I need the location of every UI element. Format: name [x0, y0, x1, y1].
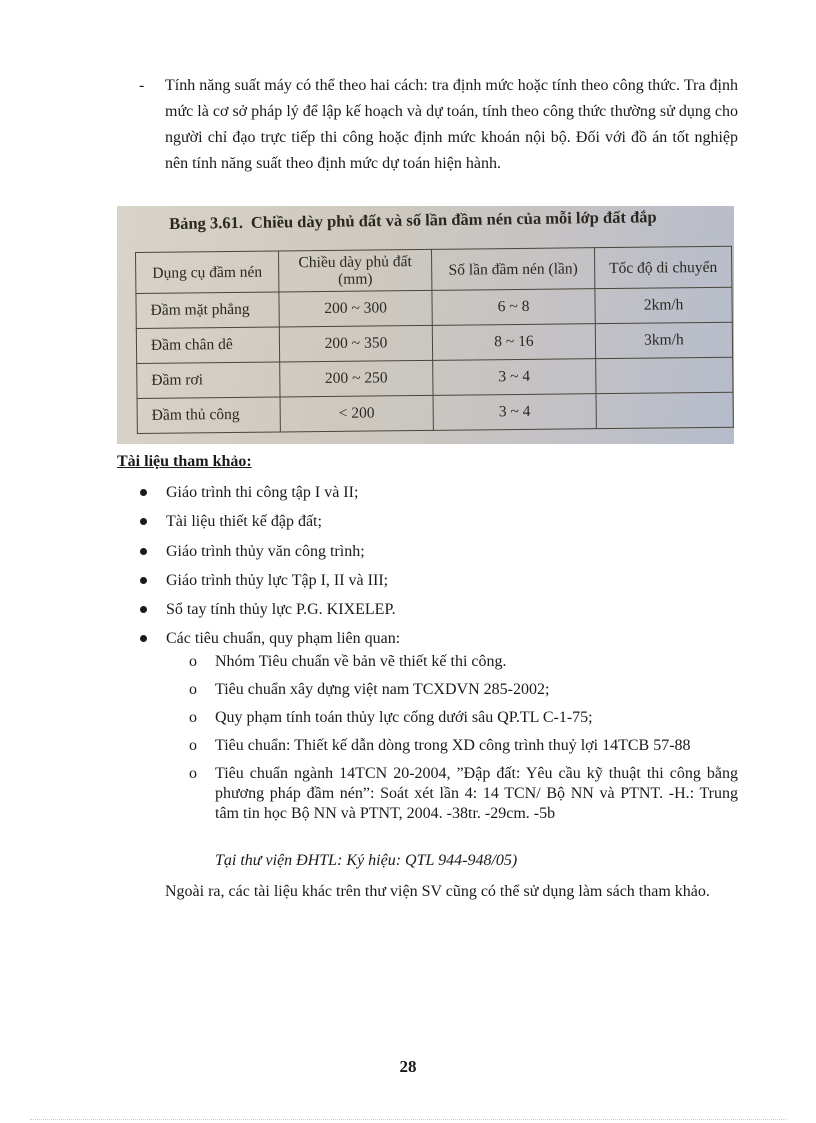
closing-paragraph: Ngoài ra, các tài liệu khác trên thư viện SV cũng có thể sử dụng làm sách tham khảo. — [165, 883, 710, 900]
bullet-icon — [140, 577, 147, 584]
references-heading: Tài liệu tham khảo: — [117, 453, 252, 470]
intro-paragraph — [139, 73, 738, 177]
list-item — [138, 624, 738, 653]
list-item — [138, 478, 738, 507]
sub-list-item — [189, 708, 738, 728]
sub-list-item-text: Tiêu chuẩn ngành 14TCN 20-2004, ”Đập đất: Yêu cầu kỹ thuật thi công bằng phương pháp đầm nén”: Soát xét lần 4: 14 TCN/ Bộ NN và PTNT. -H.: Trung tâm tin học Bộ NN và PTNT, 2004. -38tr. -29cm. -5b — [215, 765, 738, 822]
circle-bullet-icon: o — [189, 709, 197, 726]
bullet-icon — [140, 489, 147, 496]
table-cell: 6 ~ 8 — [432, 289, 595, 326]
sub-list-item-text: Tiêu chuẩn xây dựng việt nam TCXDVN 285-2002; — [215, 681, 550, 698]
list-item — [138, 537, 738, 566]
sub-list-item — [189, 764, 738, 824]
table-cell: 3km/h — [595, 322, 732, 358]
sub-list-item — [189, 680, 738, 700]
table-cell: 200 ~ 350 — [279, 325, 432, 362]
table-header-cell: Số lần đầm nén (lần) — [431, 248, 594, 291]
sub-list-item — [189, 736, 738, 756]
bullet-icon — [140, 635, 147, 642]
sub-list-item-text: Quy phạm tính toán thủy lực cống dưới sâu QP.TL C-1-75; — [215, 709, 593, 726]
list-item-text: Giáo trình thi công tập I và II; — [166, 484, 359, 501]
list-item-text: Sổ tay tính thủy lực P.G. KIXELEP. — [166, 601, 396, 619]
list-item-text: Tài liệu thiết kế đập đất; — [166, 513, 322, 531]
intro-text: Tính năng suất máy có thể theo hai cách: tra định mức hoặc tính theo công thức. Tra định mức là cơ sở pháp lý để lập kế hoạch và dự toán, tính theo công thức thường sử dụng cho người chỉ đạo trực tiếp thi công hoặc định mức khoán nội bộ. Đối với đồ án tốt nghiệp nên tính năng suất theo định mức dự toán hiện hành. — [165, 77, 738, 172]
circle-bullet-icon: o — [189, 737, 197, 754]
bullet-icon — [140, 606, 147, 613]
bullet-icon — [140, 548, 147, 555]
table-cell: Đầm thủ công — [137, 397, 280, 433]
table-header-row — [136, 246, 732, 293]
dash-marker: - — [139, 77, 145, 94]
table-header-cell: Dụng cụ đầm nén — [136, 251, 279, 293]
circle-bullet-icon: o — [189, 681, 197, 698]
references-list — [138, 478, 738, 654]
sub-list-item — [189, 652, 738, 672]
bullet-icon — [140, 518, 147, 525]
table-cell: 8 ~ 16 — [432, 324, 595, 361]
list-item-text: Giáo trình thủy văn công trình; — [166, 542, 365, 560]
list-item-text: Giáo trình thủy lực Tập I, II và III; — [166, 571, 389, 589]
list-item-text: Các tiêu chuẩn, quy phạm liên quan: — [166, 630, 401, 648]
compaction-table — [135, 246, 734, 434]
table-title: Chiều dày phủ đất và số lần đầm nén của mỗi lớp đất đắp — [250, 207, 657, 232]
page-number: 28 — [399, 1057, 417, 1076]
table-header-cell: Chiều dày phủ đất (mm) — [278, 249, 431, 292]
table-cell — [596, 392, 733, 428]
table-caption — [169, 207, 657, 234]
list-item — [138, 566, 738, 595]
table-cell — [596, 357, 733, 393]
table-cell: 200 ~ 250 — [280, 360, 433, 397]
table-cell: Đầm chân dê — [136, 327, 279, 363]
circle-bullet-icon: o — [189, 653, 197, 670]
page-bottom-divider — [30, 1119, 786, 1120]
table-cell: 2km/h — [595, 287, 732, 323]
table-cell: Đầm rơi — [137, 362, 280, 398]
table-header-cell: Tốc độ di chuyển — [594, 246, 731, 288]
table-cell: Đầm mặt phẳng — [136, 292, 279, 328]
list-item — [138, 507, 738, 536]
library-note: Tại thư viện ĐHTL: Ký hiệu: QTL 944-948/05) — [215, 852, 518, 869]
table-cell: 200 ~ 300 — [279, 290, 432, 327]
scanned-table-image — [117, 206, 734, 444]
table-number: Bảng 3.61. — [169, 212, 244, 233]
list-item — [138, 595, 738, 624]
standards-sublist — [189, 652, 738, 832]
table-row — [137, 392, 733, 433]
table-cell: 3 ~ 4 — [433, 359, 596, 396]
circle-bullet-icon: o — [189, 765, 197, 782]
table-cell: < 200 — [280, 395, 433, 432]
sub-list-item-text: Nhóm Tiêu chuẩn về bản vẽ thiết kế thi công. — [215, 653, 507, 670]
table-cell: 3 ~ 4 — [433, 394, 596, 431]
sub-list-item-text: Tiêu chuẩn: Thiết kế dẫn dòng trong XD công trình thuỷ lợi 14TCB 57-88 — [215, 737, 691, 754]
